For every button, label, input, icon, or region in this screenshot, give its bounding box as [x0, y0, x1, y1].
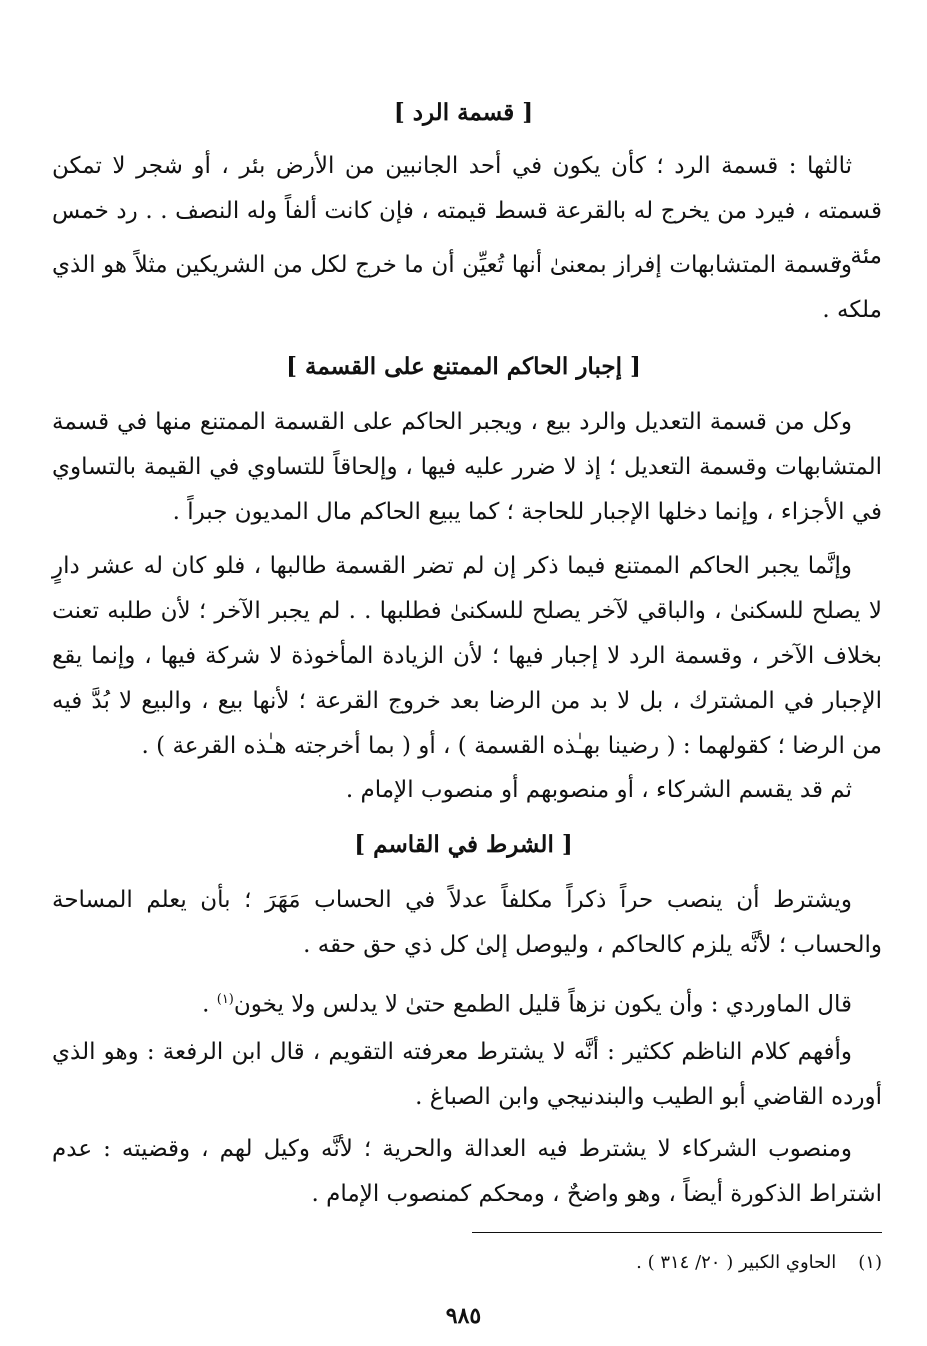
footnote-divider — [472, 1232, 882, 1233]
paragraph-mutashabihat: وقسمة المتشابهات إفراز بمعنىٰ أنها تُعيِّن أن ما خرج لكل من الشريكين مثلاً هو الذي ملكه . — [52, 252, 882, 323]
section-heading-ijbar: [ إجبار الحاكم الممتنع على القسمة ] — [286, 353, 641, 380]
section-heading-radd: [ قسمة الرد ] — [393, 99, 534, 126]
footnote — [282, 1250, 882, 1276]
paragraph-radd-definition: ثالثها : قسمة الرد ؛ كأن يكون في أحد الجانبين من الأرض بئر ، أو شجر لا تمكن قسمته ، فيرد من يخرج له بالقرعة قسط قيمته ، فإن كانت ألفاً وله النصف . . رد خمس مئة . — [52, 153, 882, 269]
paragraph-ijbar-conditions: وإنَّما يجبر الحاكم الممتنع فيما ذكر إن لم تضر القسمة طالبها ، فلو كان له عشر دارٍ لا يصلح للسكنىٰ ، والباقي لآخر يصلح للسكنىٰ فطلبها . . لم يجبر الآخر ؛ لأن طلبه تعنت بخلاف الآخر ، وقسمة الرد لا إجبار فيها ؛ لأن الزيادة المأخوذة لا شركة فيها ، وإنما يقع الإجبار في المشترك ، بل لا بد من الرضا بعد خروج القرعة ؛ لأنها بيع ، والبيع لا بُدَّ فيه من الرضا ؛ كقولهما : ( رضينا بهـٰذه القسمة ) ، أو ( بما أخرجته هـٰذه القرعة ) . — [52, 553, 882, 759]
paragraph-mansub-shuraka: ومنصوب الشركاء لا يشترط فيه العدالة والحرية ؛ لأنَّه وكيل لهم ، وقضيته : عدم اشتراط الذكورة أيضاً ، وهو واضحٌ ، ومحكم كمنصوب الإمام . — [52, 1136, 882, 1207]
footnote-number: (١) — [858, 1252, 882, 1273]
mawardi-quote-text: قال الماوردي : وأن يكون نزهاً قليل الطمع حتىٰ لا يدلس ولا يخون — [233, 991, 852, 1018]
paragraph-tadil-radd-bay: وكل من قسمة التعديل والرد بيع ، ويجبر الحاكم على القسمة الممتنع منها في قسمة المتشابهات وقسمة التعديل ؛ إذ لا ضرر عليه فيها ، وإلحاقاً للتساوي في القيمة بالتساوي في الأجزاء ، وإنما دخلها الإجبار للحاجة ؛ كما يبيع الحاكم مال المديون جبراً . — [52, 409, 882, 525]
section-heading-qasim: [ الشرط في القاسم ] — [354, 831, 573, 858]
footnote-text: الحاوي الكبير ( ٢٠/ ٣١٤ ) . — [636, 1252, 837, 1273]
page-number: ٩٨٥ — [445, 1303, 482, 1329]
mawardi-quote-end: . — [202, 991, 217, 1018]
paragraph-who-divides: ثم قد يقسم الشركاء ، أو منصوبهم أو منصوب الإمام . — [345, 777, 852, 803]
paragraph-qasim-conditions: ويشترط أن ينصب حراً ذكراً مكلفاً عدلاً في الحساب مَهَرَ ؛ بأن يعلم المساحة والحساب ؛ لأنَّه يلزم كالحاكم ، وليوصل إلىٰ كل ذي حق حقه . — [52, 887, 882, 958]
paragraph-taqwim: وأفهم كلام الناظم ككثير : أنَّه لا يشترط معرفته التقويم ، قال ابن الرفعة : وهو الذي أورده القاضي أبو الطيب والبندنيجي وابن الصباغ . — [52, 1039, 882, 1110]
paragraph-mawardi — [52, 977, 882, 1028]
footnote-reference: (١) — [216, 992, 234, 1007]
